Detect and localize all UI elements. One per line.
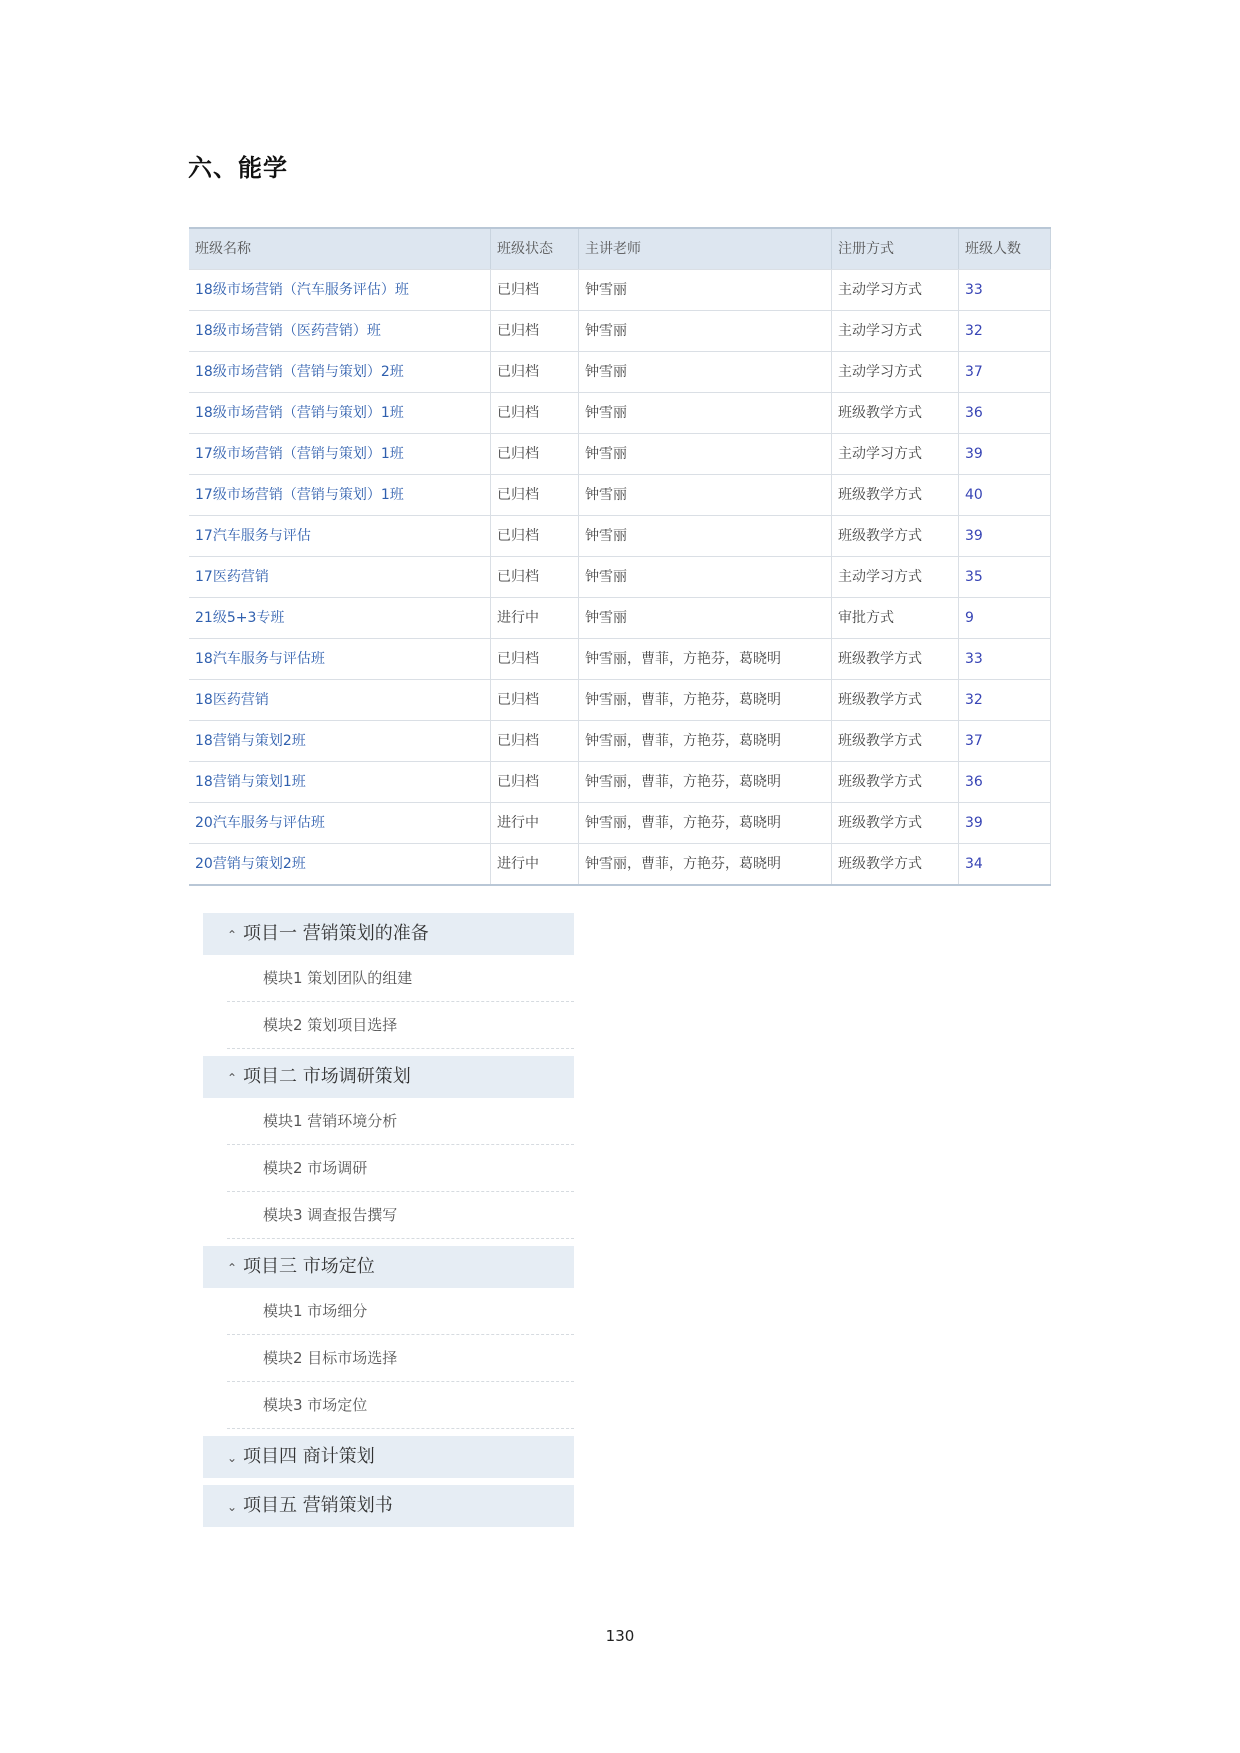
teacher-names: 钟雪丽，曹菲，方艳芬，葛晓明 <box>579 762 832 802</box>
class-name-link[interactable]: 17医药营销 <box>189 557 491 597</box>
registration-method: 班级教学方式 <box>832 639 959 679</box>
class-status: 已归档 <box>491 762 579 802</box>
registration-method: 班级教学方式 <box>832 844 959 884</box>
project-header[interactable] <box>203 1056 574 1098</box>
class-status: 已归档 <box>491 680 579 720</box>
class-status: 已归档 <box>491 516 579 556</box>
project-header[interactable] <box>203 1246 574 1288</box>
class-table <box>189 227 1051 886</box>
class-status: 进行中 <box>491 598 579 638</box>
class-size-link[interactable]: 34 <box>959 844 1051 884</box>
module-item[interactable]: 模块2 市场调研 <box>227 1145 574 1192</box>
header-class-size[interactable]: 班级人数 <box>959 229 1051 269</box>
registration-method: 班级教学方式 <box>832 680 959 720</box>
class-size-link[interactable]: 32 <box>959 680 1051 720</box>
module-item[interactable]: 模块1 策划团队的组建 <box>227 955 574 1002</box>
module-item[interactable]: 模块3 调查报告撰写 <box>227 1192 574 1239</box>
project-header[interactable] <box>203 1485 574 1527</box>
project-label: 项目一 营销策划的准备 <box>243 923 429 944</box>
table-row <box>189 556 1051 597</box>
table-row <box>189 720 1051 761</box>
module-item[interactable]: 模块3 市场定位 <box>227 1382 574 1429</box>
teacher-names: 钟雪丽 <box>579 516 832 556</box>
class-size-link[interactable]: 33 <box>959 639 1051 679</box>
class-name-link[interactable]: 18级市场营销（汽车服务评估）班 <box>189 270 491 310</box>
project-header[interactable] <box>203 1436 574 1478</box>
table-header-row <box>189 229 1051 269</box>
page-number: 130 <box>605 1627 635 1645</box>
registration-method: 班级教学方式 <box>832 803 959 843</box>
table-row <box>189 597 1051 638</box>
teacher-names: 钟雪丽 <box>579 475 832 515</box>
table-row <box>189 310 1051 351</box>
table-row <box>189 515 1051 556</box>
class-name-link[interactable]: 18级市场营销（营销与策划）1班 <box>189 393 491 433</box>
class-name-link[interactable]: 18汽车服务与评估班 <box>189 639 491 679</box>
class-name-link[interactable]: 18级市场营销（医药营销）班 <box>189 311 491 351</box>
table-row <box>189 638 1051 679</box>
teacher-names: 钟雪丽 <box>579 598 832 638</box>
teacher-names: 钟雪丽 <box>579 352 832 392</box>
registration-method: 主动学习方式 <box>832 311 959 351</box>
class-status: 已归档 <box>491 434 579 474</box>
class-name-link[interactable]: 17级市场营销（营销与策划）1班 <box>189 434 491 474</box>
class-size-link[interactable]: 36 <box>959 393 1051 433</box>
class-name-link[interactable]: 17汽车服务与评估 <box>189 516 491 556</box>
project-header[interactable] <box>203 913 574 955</box>
class-size-link[interactable]: 35 <box>959 557 1051 597</box>
teacher-names: 钟雪丽 <box>579 393 832 433</box>
class-name-link[interactable]: 20汽车服务与评估班 <box>189 803 491 843</box>
chevron-up-icon: ⌃ <box>227 1071 238 1085</box>
registration-method: 班级教学方式 <box>832 721 959 761</box>
teacher-names: 钟雪丽，曹菲，方艳芬，葛晓明 <box>579 721 832 761</box>
table-body <box>189 269 1051 884</box>
class-status: 已归档 <box>491 311 579 351</box>
class-size-link[interactable]: 39 <box>959 434 1051 474</box>
project-label: 项目五 营销策划书 <box>243 1495 393 1516</box>
table-row <box>189 843 1051 884</box>
chevron-up-icon: ⌃ <box>227 1261 238 1275</box>
class-name-link[interactable]: 18级市场营销（营销与策划）2班 <box>189 352 491 392</box>
class-size-link[interactable]: 32 <box>959 311 1051 351</box>
chevron-up-icon: ⌃ <box>227 928 238 942</box>
class-size-link[interactable]: 40 <box>959 475 1051 515</box>
class-size-link[interactable]: 33 <box>959 270 1051 310</box>
teacher-names: 钟雪丽 <box>579 311 832 351</box>
registration-method: 主动学习方式 <box>832 557 959 597</box>
class-size-link[interactable]: 39 <box>959 803 1051 843</box>
header-class-name[interactable]: 班级名称 <box>189 229 491 269</box>
class-status: 已归档 <box>491 270 579 310</box>
chevron-down-icon: ⌄ <box>227 1500 238 1514</box>
project-label: 项目四 商计策划 <box>243 1446 375 1467</box>
module-item[interactable]: 模块1 市场细分 <box>227 1288 574 1335</box>
class-size-link[interactable]: 37 <box>959 352 1051 392</box>
table-row <box>189 351 1051 392</box>
header-registration[interactable]: 注册方式 <box>832 229 959 269</box>
course-outline-tree <box>203 913 574 1527</box>
class-status: 已归档 <box>491 721 579 761</box>
teacher-names: 钟雪丽，曹菲，方艳芬，葛晓明 <box>579 803 832 843</box>
project-label: 项目三 市场定位 <box>243 1256 375 1277</box>
class-status: 进行中 <box>491 844 579 884</box>
class-name-link[interactable]: 18医药营销 <box>189 680 491 720</box>
header-teacher[interactable]: 主讲老师 <box>579 229 832 269</box>
table-row <box>189 392 1051 433</box>
teacher-names: 钟雪丽 <box>579 270 832 310</box>
table-row <box>189 802 1051 843</box>
registration-method: 班级教学方式 <box>832 393 959 433</box>
class-size-link[interactable]: 39 <box>959 516 1051 556</box>
teacher-names: 钟雪丽 <box>579 434 832 474</box>
class-name-link[interactable]: 18营销与策划2班 <box>189 721 491 761</box>
class-status: 已归档 <box>491 639 579 679</box>
class-name-link[interactable]: 18营销与策划1班 <box>189 762 491 802</box>
class-status: 已归档 <box>491 475 579 515</box>
class-size-link[interactable]: 37 <box>959 721 1051 761</box>
chevron-down-icon: ⌄ <box>227 1451 238 1465</box>
registration-method: 班级教学方式 <box>832 516 959 556</box>
class-status: 已归档 <box>491 557 579 597</box>
registration-method: 审批方式 <box>832 598 959 638</box>
class-size-link[interactable]: 36 <box>959 762 1051 802</box>
module-item[interactable]: 模块2 目标市场选择 <box>227 1335 574 1382</box>
registration-method: 班级教学方式 <box>832 762 959 802</box>
registration-method: 主动学习方式 <box>832 434 959 474</box>
teacher-names: 钟雪丽 <box>579 557 832 597</box>
registration-method: 主动学习方式 <box>832 270 959 310</box>
table-row <box>189 433 1051 474</box>
section-title: 六、能学 <box>188 154 288 182</box>
teacher-names: 钟雪丽，曹菲，方艳芬，葛晓明 <box>579 844 832 884</box>
class-name-link[interactable]: 20营销与策划2班 <box>189 844 491 884</box>
module-item[interactable]: 模块1 营销环境分析 <box>227 1098 574 1145</box>
module-item[interactable]: 模块2 策划项目选择 <box>227 1002 574 1049</box>
class-status: 进行中 <box>491 803 579 843</box>
registration-method: 班级教学方式 <box>832 475 959 515</box>
table-row <box>189 474 1051 515</box>
class-size-link[interactable]: 9 <box>959 598 1051 638</box>
class-status: 已归档 <box>491 393 579 433</box>
class-name-link[interactable]: 21级5+3专班 <box>189 598 491 638</box>
registration-method: 主动学习方式 <box>832 352 959 392</box>
table-row <box>189 269 1051 310</box>
table-row <box>189 761 1051 802</box>
header-class-status[interactable]: 班级状态 <box>491 229 579 269</box>
class-name-link[interactable]: 17级市场营销（营销与策划）1班 <box>189 475 491 515</box>
teacher-names: 钟雪丽，曹菲，方艳芬，葛晓明 <box>579 639 832 679</box>
table-row <box>189 679 1051 720</box>
teacher-names: 钟雪丽，曹菲，方艳芬，葛晓明 <box>579 680 832 720</box>
project-label: 项目二 市场调研策划 <box>243 1066 411 1087</box>
class-status: 已归档 <box>491 352 579 392</box>
